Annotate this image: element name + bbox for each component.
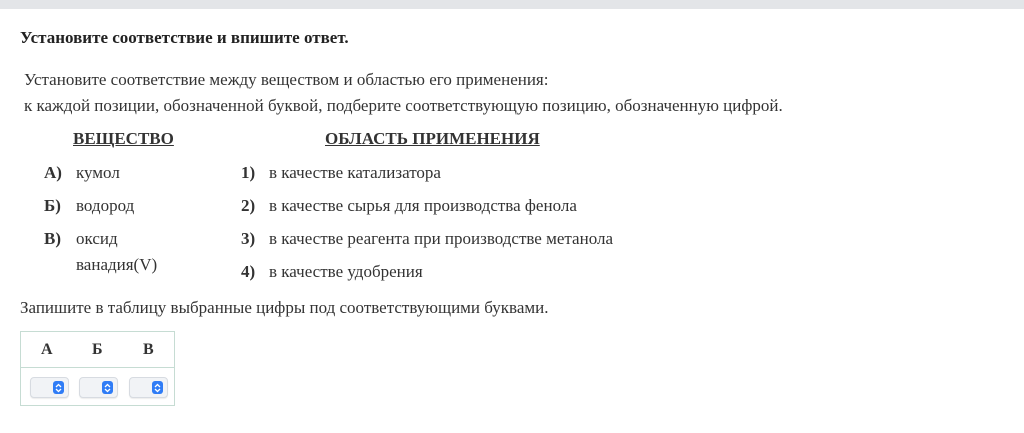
substance-column-header: ВЕЩЕСТВО [73,129,174,148]
answer-table [20,331,175,406]
answer-select-b[interactable] [79,377,118,398]
top-bar [0,0,1024,9]
usage-column-header: ОБЛАСТЬ ПРИМЕНЕНИЯ [325,129,540,148]
usage-number-4: 4) [241,262,256,281]
substance-a: кумол [76,163,120,182]
answer-select-a[interactable] [30,377,69,398]
usage-number-3: 3) [241,229,256,248]
usage-4: в качестве удобрения [269,262,423,281]
substance-v: оксид ванадия(V) [76,229,158,274]
substance-letter-b: Б) [44,196,61,215]
usage-number-2: 2) [241,196,256,215]
answer-header-b: Б [92,341,103,358]
usage-number-1: 1) [241,163,256,182]
task-intro-line1: Установите соответствие между веществом и областью его применения: [24,70,549,89]
updown-arrows-icon [53,381,64,394]
usage-3: в качестве реагента при производстве метанола [269,229,613,248]
substance-letter-a: А) [44,163,62,182]
updown-arrows-icon [102,381,113,394]
usage-2: в качестве сырья для производства фенола [269,196,577,215]
updown-arrows-icon [152,381,163,394]
table-divider [21,367,174,368]
answer-header-a: А [41,341,53,358]
task-heading: Установите соответствие и впишите ответ. [20,28,349,47]
answer-select-v[interactable] [129,377,168,398]
task-intro-line2: к каждой позиции, обозначенной буквой, подберите соответствующую позицию, обозначенную цифрой. [24,96,783,115]
answer-instruction: Запишите в таблицу выбранные цифры под соответствующими буквами. [20,298,549,317]
substance-b: водород [76,196,135,215]
usage-1: в качестве катализатора [269,163,441,182]
substance-letter-v: В) [44,229,61,248]
answer-header-v: В [143,341,154,358]
